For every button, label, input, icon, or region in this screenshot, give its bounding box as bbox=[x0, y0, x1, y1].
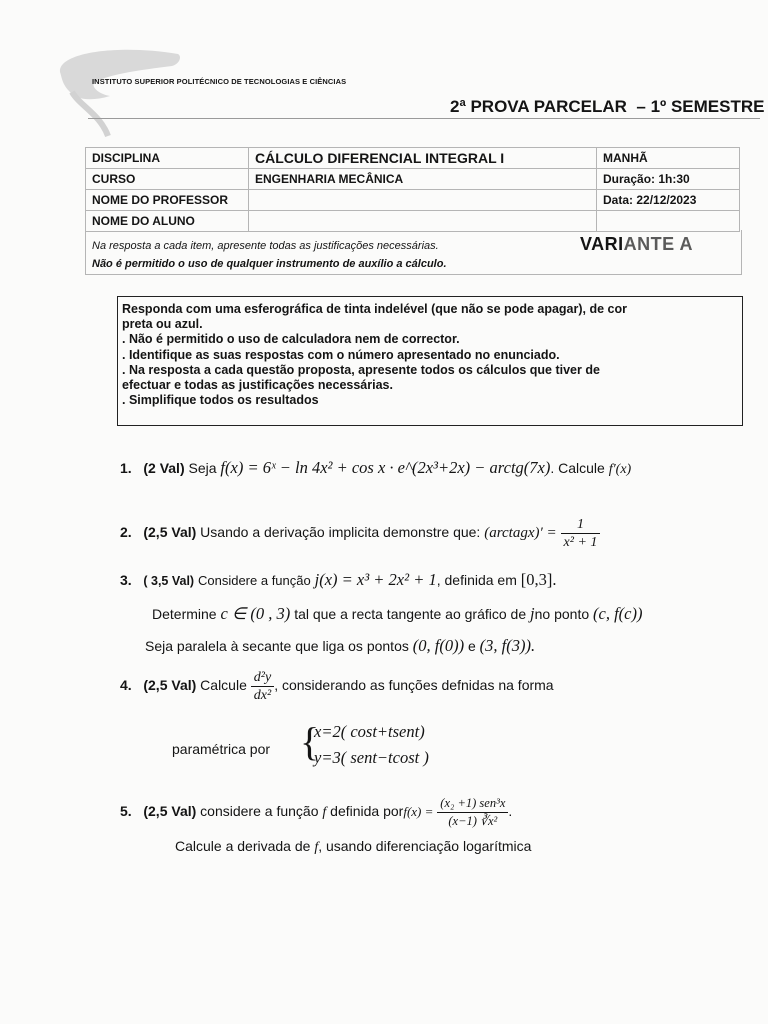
exam-title: 2ª PROVA PARCELAR – 1º SEMESTRE bbox=[450, 97, 765, 116]
exam-info-table bbox=[85, 147, 740, 232]
question-text: no ponto bbox=[534, 606, 590, 622]
table-cell: DISCIPLINA bbox=[86, 148, 249, 169]
table-cell bbox=[249, 211, 597, 232]
question-3 bbox=[120, 570, 557, 590]
parametric-eq-y: y=3( sent−tcost ) bbox=[314, 748, 429, 767]
question-formula: (arctagx)′ = bbox=[484, 525, 557, 542]
question-formula: (3, f(3)). bbox=[479, 636, 536, 655]
question-text: Considere a função bbox=[197, 573, 311, 588]
variant-label-part: ANTE A bbox=[623, 234, 694, 254]
variant-label-part: VARI bbox=[580, 234, 624, 254]
fraction-denominator: dx² bbox=[253, 688, 272, 703]
table-row bbox=[86, 190, 740, 211]
question-text: Seja paralela à secante que liga os pontos bbox=[145, 638, 409, 654]
fraction-numerator: 1 bbox=[561, 516, 601, 534]
question-interval: [0,3]. bbox=[520, 570, 557, 589]
question-text: , considerando as funções defnidas na forma bbox=[274, 677, 554, 694]
fraction-numerator: d²y bbox=[251, 669, 274, 687]
table-row bbox=[86, 211, 740, 232]
question-1 bbox=[120, 458, 631, 478]
question-text: Determine bbox=[152, 606, 217, 622]
question-text: Calcule bbox=[200, 677, 247, 694]
table-cell: MANHÃ bbox=[597, 148, 740, 169]
table-cell: NOME DO ALUNO bbox=[86, 211, 249, 232]
question-3-line-2 bbox=[152, 604, 642, 624]
question-text: , definida em bbox=[436, 572, 517, 588]
table-cell: Duração: 1h:30 bbox=[597, 169, 740, 190]
question-number: 5. bbox=[120, 803, 132, 820]
question-text: , usando diferenciação logarítmica bbox=[318, 838, 532, 854]
parametric-eq-x: x=2( cost+tsent) bbox=[314, 722, 425, 741]
question-fraction bbox=[251, 669, 274, 704]
question-formula: j bbox=[530, 604, 535, 623]
question-text: Seja bbox=[188, 460, 217, 476]
table-cell: CÁLCULO DIFERENCIAL INTEGRAL I bbox=[249, 148, 597, 169]
header-divider bbox=[88, 118, 760, 119]
variant-label bbox=[580, 234, 693, 255]
table-cell bbox=[597, 211, 740, 232]
rule-line: . Identifique as suas respostas com o número apresentado no enunciado. bbox=[122, 347, 560, 362]
rule-line: . Na resposta a cada questão proposta, apresente todos os cálculos que tiver de bbox=[122, 362, 600, 377]
question-4 bbox=[120, 669, 554, 704]
table-row bbox=[86, 148, 740, 169]
question-number: 1. bbox=[120, 460, 132, 476]
question-number: 4. bbox=[120, 677, 132, 694]
instruction-line: Na resposta a cada item, apresente todas as justificações necessárias. bbox=[92, 240, 439, 252]
institution-logo bbox=[50, 44, 190, 139]
question-formula: f(x) = bbox=[403, 804, 434, 820]
question-target: f′(x) bbox=[608, 462, 632, 477]
question-value: (2,5 Val) bbox=[143, 677, 197, 694]
question-fraction bbox=[561, 516, 601, 551]
question-value: (2,5 Val) bbox=[143, 803, 197, 820]
fraction-denominator: x² + 1 bbox=[563, 535, 598, 550]
question-text: Calcule a derivada de bbox=[175, 838, 311, 854]
question-text: . Calcule bbox=[550, 460, 605, 476]
table-row bbox=[86, 169, 740, 190]
question-text: definida por bbox=[330, 803, 404, 820]
question-text: e bbox=[467, 638, 476, 654]
question-number: 2. bbox=[120, 524, 132, 541]
question-3-line-3 bbox=[145, 636, 535, 656]
institution-name: INSTITUTO SUPERIOR POLITÉCNICO DE TECNOLOGIAS E CIÊNCIAS bbox=[92, 77, 347, 86]
rule-line: Responda com uma esferográfica de tinta indelével (que não se pode apagar), de cor bbox=[122, 302, 627, 316]
question-number: 3. bbox=[120, 572, 132, 588]
rule-line: . Não é permitido o uso de calculadora nem de corrector. bbox=[122, 332, 460, 347]
rule-line: efectuar e todas as justificações necessárias. bbox=[122, 378, 393, 393]
question-text: considere a função bbox=[200, 803, 319, 820]
question-formula: j(x) = x³ + 2x² + 1 bbox=[314, 570, 437, 589]
question-text: Usando a derivação implicita demonstre que: bbox=[200, 524, 481, 541]
question-value: (2 Val) bbox=[143, 460, 185, 476]
instruction-line: Não é permitido o uso de qualquer instrumento de auxílio a cálculo. bbox=[92, 258, 447, 270]
question-text: . bbox=[508, 803, 513, 820]
question-fraction bbox=[437, 795, 508, 830]
question-5-line-2 bbox=[175, 838, 531, 856]
table-cell bbox=[249, 190, 597, 211]
table-cell: CURSO bbox=[86, 169, 249, 190]
question-formula: f bbox=[322, 805, 327, 821]
table-cell: Data: 22/12/2023 bbox=[597, 190, 740, 211]
question-2 bbox=[120, 516, 600, 551]
fraction-numerator: (x₂ +1) sen³x bbox=[437, 795, 508, 813]
question-formula: (c, f(c)) bbox=[593, 604, 643, 623]
question-formula: c ∈ (0 , 3) bbox=[220, 604, 291, 623]
system-brace: { bbox=[300, 719, 320, 764]
table-cell: NOME DO PROFESSOR bbox=[86, 190, 249, 211]
fraction-denominator: (x−1) ∛x² bbox=[448, 814, 498, 828]
question-4-line-2: paramétrica por bbox=[172, 741, 271, 757]
rules-text bbox=[122, 302, 740, 408]
question-text: tal que a recta tangente ao gráfico de bbox=[294, 606, 527, 622]
question-value: ( 3,5 Val) bbox=[143, 574, 195, 588]
rule-line: . Simplifique todos os resultados bbox=[122, 393, 319, 408]
question-formula: f(x) = 6ˣ − ln 4x² + cos x · e^(2x³+2x) − arctg(7x) bbox=[220, 458, 551, 477]
question-5 bbox=[120, 795, 512, 830]
rule-line: preta ou azul. bbox=[122, 317, 203, 332]
table-cell: ENGENHARIA MECÂNICA bbox=[249, 169, 597, 190]
question-formula: f bbox=[314, 840, 319, 855]
question-formula: (0, f(0)) bbox=[412, 636, 465, 655]
question-value: (2,5 Val) bbox=[143, 524, 197, 541]
